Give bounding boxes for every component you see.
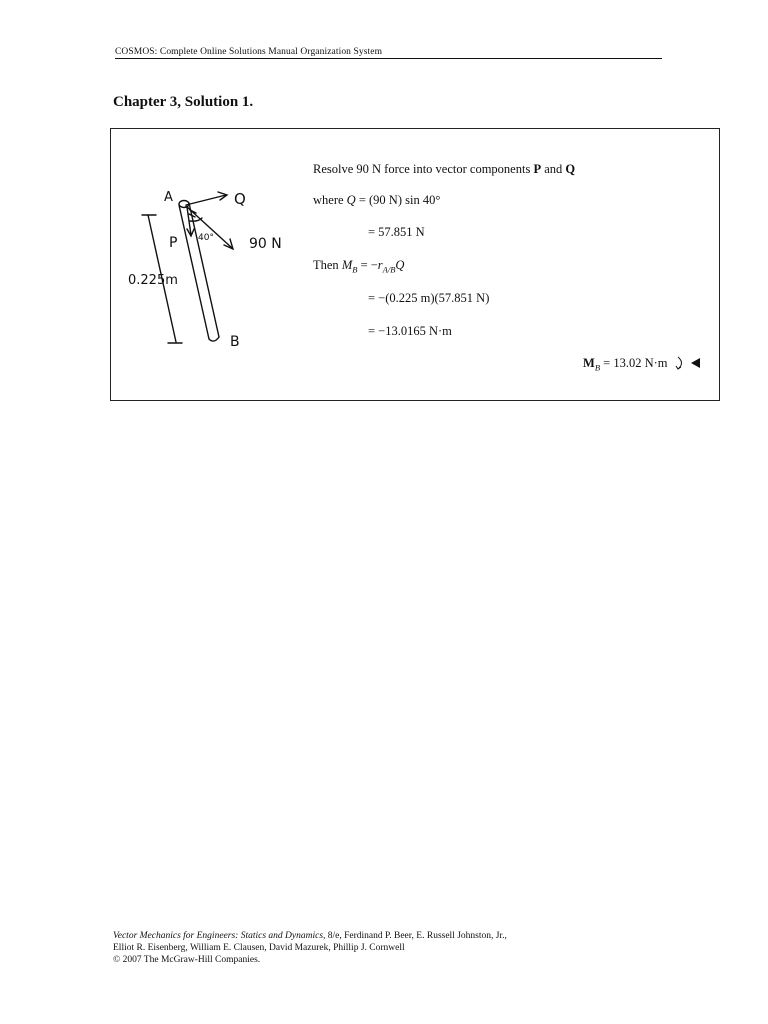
text: Then xyxy=(313,258,342,272)
label-length: 0.225m xyxy=(128,273,178,288)
var-m: M xyxy=(341,258,353,272)
var-q: Q xyxy=(395,258,405,272)
label-p: P xyxy=(169,235,178,251)
solution-line-1 xyxy=(313,162,575,177)
answer-marker-icon xyxy=(691,358,700,368)
subscript: B xyxy=(594,362,601,373)
solution-line-3: = 57.851 N xyxy=(368,225,425,239)
var-m: M xyxy=(583,356,595,370)
vector-p: P xyxy=(533,162,542,176)
label-q: Q xyxy=(234,190,246,208)
book-title: Vector Mechanics for Engineers: Statics and Dynamics xyxy=(113,931,324,941)
moment-arc-icon xyxy=(675,355,687,371)
text: and xyxy=(541,162,566,176)
page-title: Chapter 3, Solution 1. xyxy=(113,94,254,110)
label-b: B xyxy=(230,334,240,350)
text: Resolve 90 N force into vector components xyxy=(313,162,534,176)
lever-diagram xyxy=(126,188,296,353)
page-header: COSMOS: Complete Online Solutions Manual Organization System xyxy=(115,47,662,59)
solution-answer xyxy=(583,355,700,373)
answer-value: = 13.02 N·m xyxy=(600,356,668,370)
authors: , 8/e, Ferdinand P. Beer, E. Russell Johnston, Jr., xyxy=(323,931,507,941)
footer-line-3: © 2007 The McGraw-Hill Companies. xyxy=(113,955,261,965)
var-r: r xyxy=(377,258,383,272)
text: = (90 N) sin 40° xyxy=(355,193,441,207)
solution-line-5: = −(0.225 m)(57.851 N) xyxy=(368,291,490,305)
footer-line-1 xyxy=(113,930,507,942)
footer-line-2: Elliot R. Eisenberg, William E. Clausen, David Mazurek, Phillip J. Cornwell xyxy=(113,943,405,953)
label-force: 90 N xyxy=(249,236,282,252)
label-angle: 40° xyxy=(198,233,214,243)
footer xyxy=(113,930,507,966)
subscript: A/B xyxy=(382,264,396,275)
solution-line-4 xyxy=(313,258,404,275)
text: = − xyxy=(357,258,378,272)
subscript: B xyxy=(352,264,358,275)
solution-line-2 xyxy=(313,193,440,208)
text: where xyxy=(313,193,347,207)
var-q: Q xyxy=(346,193,356,207)
vector-q: Q xyxy=(565,162,576,176)
label-a: A xyxy=(164,190,173,205)
lever-end-b xyxy=(209,337,219,341)
solution-line-6: = −13.0165 N·m xyxy=(368,324,452,338)
